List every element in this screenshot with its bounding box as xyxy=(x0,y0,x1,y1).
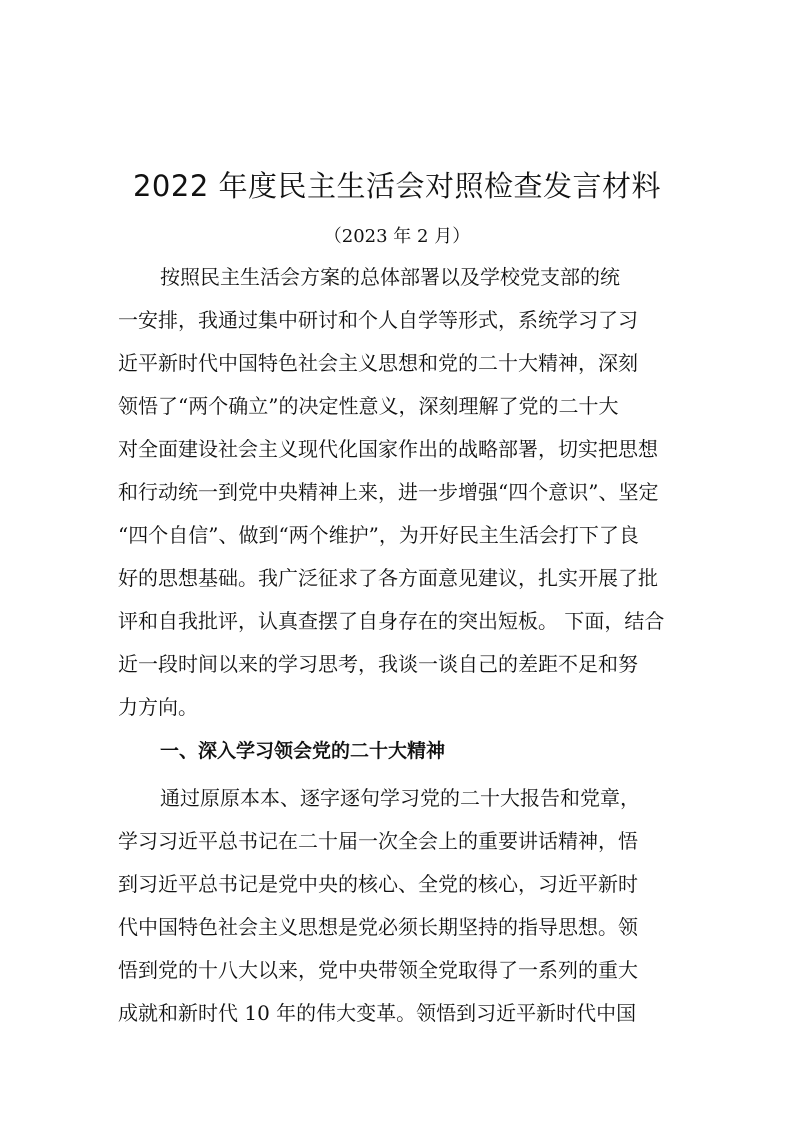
paragraph-line: 好的思想基础。我广泛征求了各方面意见建议，扎实开展了批 xyxy=(118,566,658,590)
paragraph-line: 到习近平总书记是党中央的核心、全党的核心，习近平新时 xyxy=(118,872,638,896)
paragraph-line: 学习习近平总书记在二十届一次全会上的重要讲话精神，悟 xyxy=(118,829,638,853)
paragraph-line: 通过原原本本、逐字逐句学习党的二十大报告和党章， xyxy=(160,786,640,810)
paragraph-line: “四个自信”、做到“两个维护”，为开好民主生活会打下了良 xyxy=(118,523,639,547)
paragraph-line: 代中国特色社会主义思想是党必须长期坚持的指导思想。领 xyxy=(118,915,638,939)
paragraph-line: 和行动统一到党中央精神上来，进一步增强“四个意识”、坚定 xyxy=(118,480,659,504)
paragraph-line: 成就和新时代 10 年的伟大变革。领悟到习近平新时代中国 xyxy=(118,1001,637,1025)
paragraph-line: 对全面建设社会主义现代化国家作出的战略部署，切实把思想 xyxy=(118,437,658,461)
paragraph-line: 评和自我批评，认真查摆了自身存在的突出短板。 下面，结合 xyxy=(118,609,665,633)
document-date: （2023 年 2 月） xyxy=(323,226,471,247)
paragraph-line: 悟到党的十八大以来，党中央带领全党取得了一系列的重大 xyxy=(118,958,638,982)
paragraph-line: 按照民主生活会方案的总体部署以及学校党支部的统 xyxy=(160,265,620,289)
section-heading: 一、深入学习领会党的二十大精神 xyxy=(160,740,446,762)
paragraph-line: 力方向。 xyxy=(118,695,198,719)
paragraph-line: 领悟了“两个确立”的决定性意义，深刻理解了党的二十大 xyxy=(118,394,619,418)
document-title: 2022 年度民主生活会对照检查发言材料 xyxy=(132,169,662,203)
paragraph-line: 近平新时代中国特色社会主义思想和党的二十大精神，深刻 xyxy=(118,351,638,375)
paragraph-line: 一安排，我通过集中研讨和个人自学等形式，系统学习了习 xyxy=(118,308,638,332)
paragraph-line: 近一段时间以来的学习思考，我谈一谈自己的差距不足和努 xyxy=(118,652,638,676)
